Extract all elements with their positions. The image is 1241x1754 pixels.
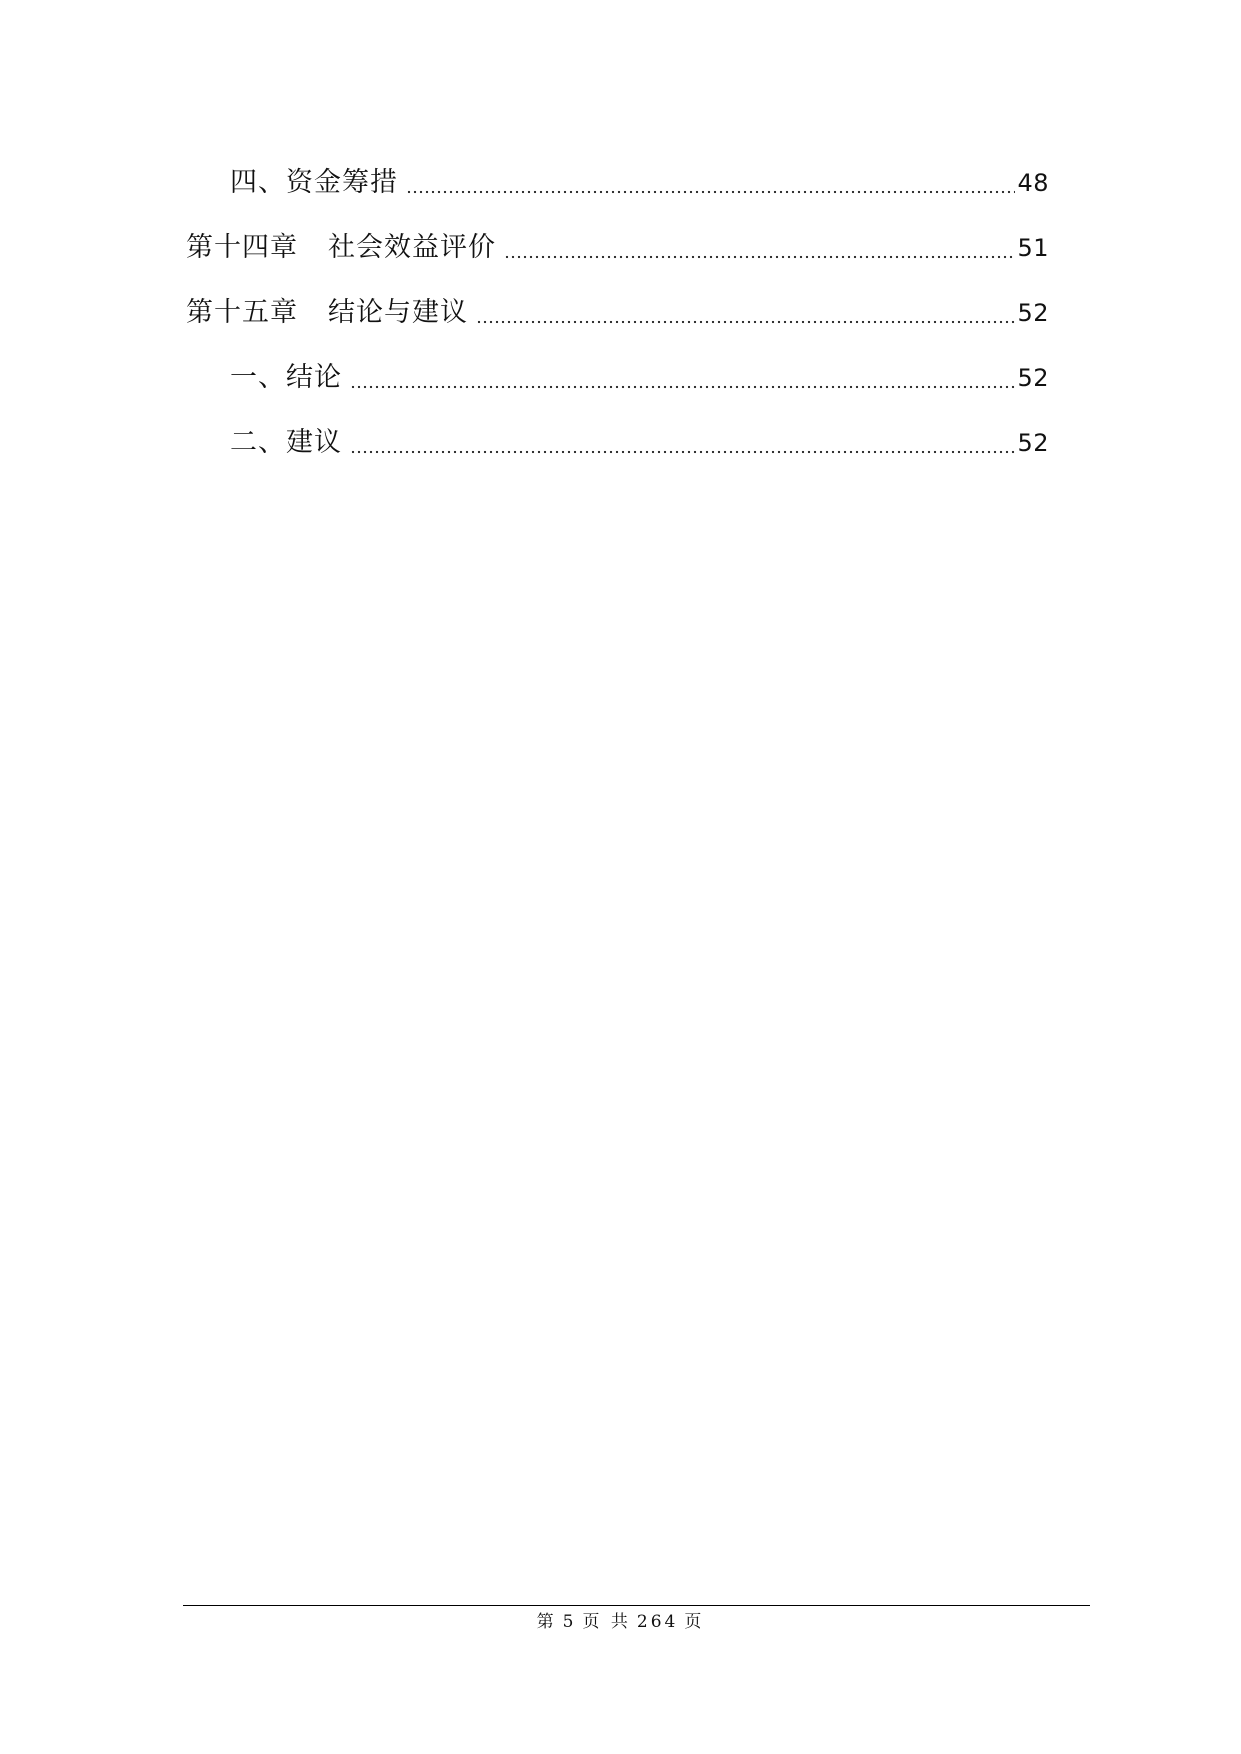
toc-number: 二、: [230, 427, 286, 458]
toc-label: [186, 293, 468, 333]
toc-page-number: 52: [1017, 364, 1049, 392]
toc-page-number: 52: [1017, 299, 1049, 327]
toc-label: [230, 358, 342, 398]
dot-leader: [504, 255, 1015, 259]
footer-middle: 页 共: [582, 1612, 631, 1632]
toc-label: [186, 228, 496, 268]
footer-current-page: 5: [562, 1612, 577, 1632]
toc-number: 一、: [230, 362, 286, 393]
toc-page-number: 51: [1017, 234, 1049, 262]
toc-title: 社会效益评价: [328, 232, 496, 263]
toc-entry[interactable]: [230, 358, 1049, 398]
footer-divider: [183, 1605, 1090, 1606]
toc-label: [230, 163, 398, 203]
dot-leader: [350, 450, 1015, 454]
toc-entry[interactable]: [230, 163, 1049, 203]
toc-title: 结论与建议: [328, 297, 468, 328]
dot-leader: [350, 385, 1015, 389]
footer-suffix: 页: [684, 1612, 705, 1632]
page-footer: [0, 1608, 1241, 1636]
dot-leader: [406, 190, 1015, 194]
toc-entry[interactable]: [186, 228, 1049, 268]
toc-title: 资金筹措: [286, 167, 398, 198]
toc-entry[interactable]: [186, 293, 1049, 333]
toc-number: 第十四章: [186, 232, 298, 263]
footer-total-pages: 264: [636, 1612, 679, 1632]
toc-page-number: 52: [1017, 429, 1049, 457]
toc-number: 第十五章: [186, 297, 298, 328]
toc-title: 建议: [286, 427, 342, 458]
toc-page-number: 48: [1017, 169, 1049, 197]
toc-label: [230, 423, 342, 463]
table-of-contents: [0, 0, 1241, 500]
toc-number: 四、: [230, 167, 286, 198]
dot-leader: [476, 320, 1015, 324]
footer-prefix: 第: [536, 1612, 557, 1632]
toc-title: 结论: [286, 362, 342, 393]
toc-entry[interactable]: [230, 423, 1049, 463]
